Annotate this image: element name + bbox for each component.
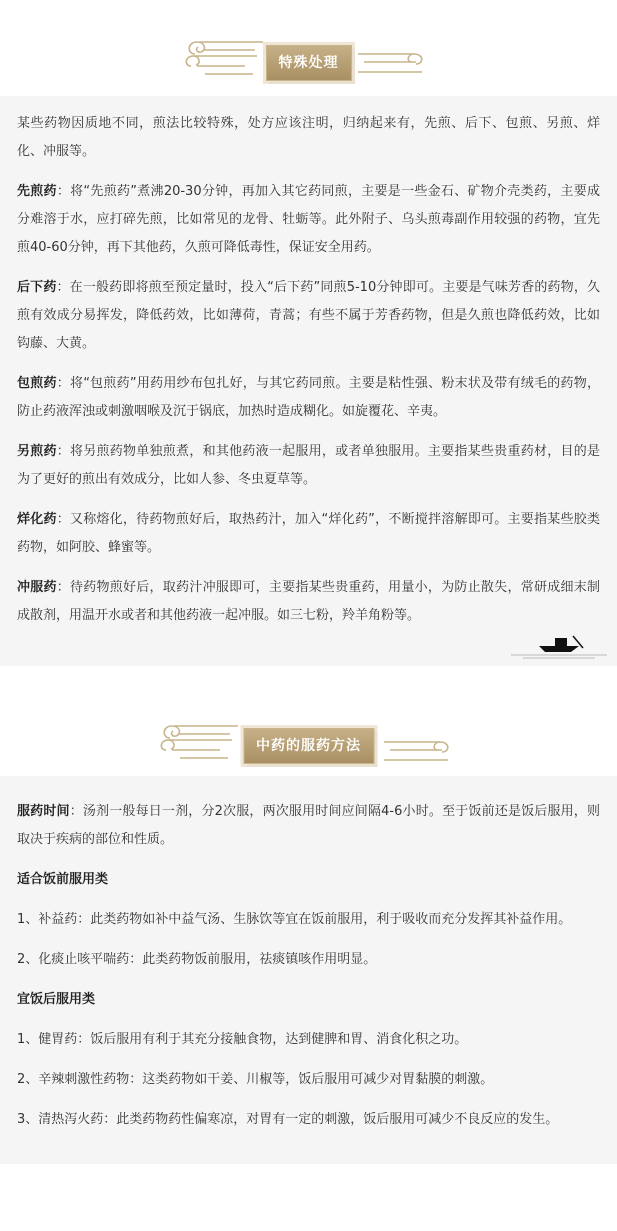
intro-paragraph: 某些药物因质地不同，煎法比较特殊，处方应该注明，归纳起来有，先煎、后下、包煎、另煎、烊化、冲服等。 — [17, 116, 600, 159]
section-header-usage — [0, 666, 617, 776]
list-item: 2、化痰止咳平喘药：此类药物饭前服用，祛痰镇咳作用明显。 — [17, 952, 377, 967]
auspicious-cloud-icon — [382, 738, 452, 768]
timing-text: ：汤剂一般每日一剂，分2次服，两次服用时间应间隔4-6小时。至于饭前还是饭后服用，则取决于疾病的部位和性质。 — [17, 804, 600, 847]
method-paragraph — [17, 178, 600, 262]
method-paragraph — [17, 574, 600, 630]
method-term: 冲服药 — [17, 580, 57, 595]
timing-paragraph — [17, 798, 600, 854]
section-title: 中药的服药方法 — [256, 738, 361, 754]
section-title: 特殊处理 — [278, 55, 339, 71]
section-title-badge — [266, 45, 352, 81]
method-paragraph — [17, 506, 600, 562]
method-text: ：在一般药即将煎至预定量时，投入“后下药”同煎5-10分钟即可。主要是气味芳香的药物，久煎有效成分易挥发，降低药效，比如薄荷，青蒿；有些不属于芳香药物，但是久煎也降低药效，比如钩藤、大黄。 — [17, 280, 600, 351]
method-text: ：待药物煎好后，取药汁冲服即可，主要指某些贵重药，用量小，为防止散失，常研成细末制成散剂，用温开水或者和其他药液一起冲服。如三七粉，羚羊角粉等。 — [17, 580, 600, 623]
auspicious-cloud-icon — [185, 36, 265, 78]
method-paragraph — [17, 370, 600, 426]
method-term: 先煎药 — [17, 184, 57, 199]
list-item: 1、补益药：此类药物如补中益气汤、生脉饮等宜在饭前服用，利于吸收而充分发挥其补益作用。 — [17, 912, 572, 927]
list-item: 2、辛辣刺激性药物：这类药物如干姜、川椒等，饭后服用可减少对胃黏膜的刺激。 — [17, 1072, 494, 1087]
before-meal-heading: 适合饭前服用类 — [17, 872, 109, 887]
method-paragraph — [17, 274, 600, 358]
list-item: 1、健胃药：饭后服用有利于其充分接触食物，达到健脾和胃、消食化积之功。 — [17, 1032, 468, 1047]
method-text: ：又称熔化，待药物煎好后，取热药汁，加入“烊化药”，不断搅拌溶解即可。主要指某些胶类药物，如阿胶、蜂蜜等。 — [17, 512, 600, 555]
method-text: ：将“先煎药”煮沸20-30分钟，再加入其它药同煎，主要是一些金石、矿物介壳类药，主要成分难溶于水，应打碎先煎，比如常见的龙骨、牡蛎等。此外附子、乌头煎毒副作用较强的药物，宜先煎40-60分钟，再下其他药，久煎可降低毒性，保证安全用药。 — [17, 184, 600, 255]
section-title-badge — [243, 728, 374, 764]
boat-icon — [509, 632, 609, 662]
method-term: 烊化药 — [17, 512, 57, 527]
method-term: 包煎药 — [17, 376, 57, 391]
method-text: ：将“包煎药”用药用纱布包扎好，与其它药同煎。主要是粘性强、粉末状及带有绒毛的药物，防止药液浑浊或刺激咽喉及沉于锅底，加热时造成糊化。如旋覆花、辛夷。 — [17, 376, 600, 419]
usage-method-panel — [0, 776, 617, 1164]
method-term: 另煎药 — [17, 444, 57, 459]
special-processing-panel — [0, 96, 617, 666]
method-paragraph — [17, 438, 600, 494]
auspicious-cloud-icon — [160, 720, 240, 762]
auspicious-cloud-icon — [356, 50, 426, 80]
list-item: 3、清热泻火药：此类药物药性偏寒凉，对胃有一定的刺激，饭后服用可减少不良反应的发生。 — [17, 1112, 559, 1127]
method-text: ：将另煎药物单独煎煮，和其他药液一起服用，或者单独服用。主要指某些贵重药材，目的是为了更好的煎出有效成分，比如人参、冬虫夏草等。 — [17, 444, 600, 487]
method-term: 后下药 — [17, 280, 57, 295]
section-header-special — [0, 0, 617, 96]
timing-term: 服药时间 — [17, 804, 70, 819]
after-meal-heading: 宜饭后服用类 — [17, 992, 96, 1007]
